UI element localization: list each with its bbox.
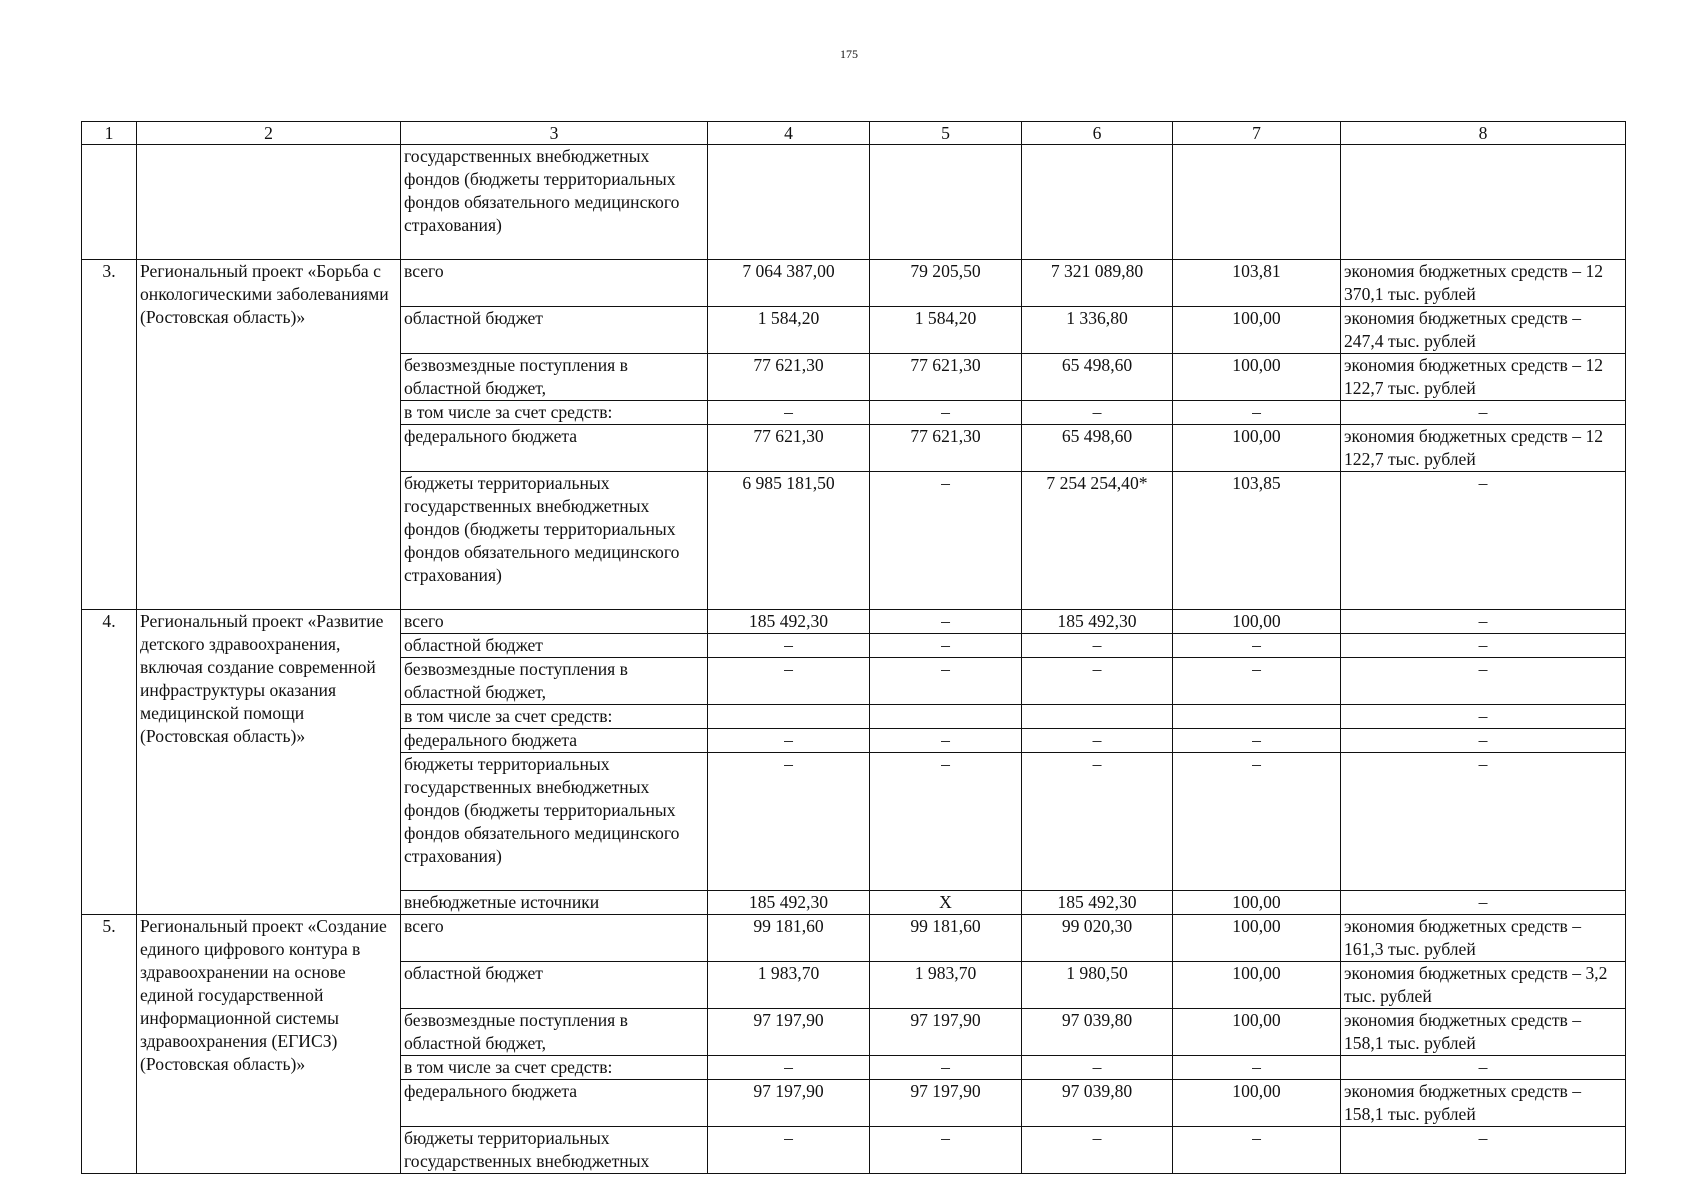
note-cell: экономия бюджетных средств – 3,2 тыс. рублей [1341,962,1626,1009]
actual-amount-cell [1022,145,1173,260]
note-cell: – [1341,729,1626,753]
planned-amount-cell: – [708,634,870,658]
column-number-header: 4 [708,122,870,145]
page-number: 175 [840,47,858,61]
note-cell: экономия бюджетных средств – 247,4 тыс. рублей [1341,307,1626,354]
funding-source-cell: бюджеты территориальных государственных внебюджетных фондов (бюджеты территориальных фондов обязательного медицинского страхования) [401,472,708,610]
funding-source-cell: внебюджетные источники [401,891,708,915]
planned-amount-cell [708,705,870,729]
execution-percent-cell: 100,00 [1173,915,1341,962]
column-number-header: 1 [82,122,137,145]
project-name-cell [137,145,401,260]
federal-planned-cell: – [870,1127,1022,1174]
federal-planned-cell: 1 983,70 [870,962,1022,1009]
planned-amount-cell: 97 197,90 [708,1080,870,1127]
note-cell: экономия бюджетных средств – 12 370,1 тыс. рублей [1341,260,1626,307]
actual-amount-cell: – [1022,729,1173,753]
note-cell: – [1341,1056,1626,1080]
planned-amount-cell: – [708,401,870,425]
note-cell: – [1341,753,1626,891]
execution-percent-cell: 103,81 [1173,260,1341,307]
execution-percent-cell: 100,00 [1173,425,1341,472]
planned-amount-cell: 77 621,30 [708,354,870,401]
actual-amount-cell: – [1022,753,1173,891]
note-cell: – [1341,658,1626,705]
funding-source-cell: федерального бюджета [401,1080,708,1127]
actual-amount-cell: 99 020,30 [1022,915,1173,962]
planned-amount-cell: – [708,658,870,705]
federal-planned-cell: 99 181,60 [870,915,1022,962]
funding-source-cell: безвозмездные поступления в областной бюджет, [401,354,708,401]
funding-source-cell: всего [401,610,708,634]
federal-planned-cell: – [870,401,1022,425]
execution-percent-cell: 100,00 [1173,1009,1341,1056]
federal-planned-cell: – [870,634,1022,658]
funding-source-cell: государственных внебюджетных фондов (бюджеты территориальных фондов обязательного медицинского страхования) [401,145,708,260]
planned-amount-cell: 185 492,30 [708,610,870,634]
federal-planned-cell [870,705,1022,729]
federal-planned-cell: – [870,658,1022,705]
funding-source-cell: всего [401,260,708,307]
funding-source-cell: в том числе за счет средств: [401,401,708,425]
note-cell: – [1341,634,1626,658]
execution-percent-cell: – [1173,753,1341,891]
column-number-header: 3 [401,122,708,145]
execution-percent-cell: – [1173,1127,1341,1174]
execution-percent-cell: 100,00 [1173,891,1341,915]
actual-amount-cell: – [1022,1127,1173,1174]
actual-amount-cell: – [1022,658,1173,705]
column-number-header: 2 [137,122,401,145]
federal-planned-cell: 97 197,90 [870,1009,1022,1056]
project-name-cell: Региональный проект «Борьба с онкологическими заболеваниями (Ростовская область)» [137,260,401,610]
federal-planned-cell: X [870,891,1022,915]
funding-source-cell: всего [401,915,708,962]
budget-execution-table [81,121,1626,1174]
note-cell: – [1341,472,1626,610]
planned-amount-cell: 185 492,30 [708,891,870,915]
note-cell [1341,145,1626,260]
execution-percent-cell: 100,00 [1173,307,1341,354]
execution-percent-cell: 100,00 [1173,610,1341,634]
table-body [82,122,1626,1174]
execution-percent-cell: – [1173,401,1341,425]
project-name-cell: Региональный проект «Развитие детского здравоохранения, включая создание современной инфраструктуры оказания медицинской помощи (Ростовская область)» [137,610,401,915]
funding-source-cell: бюджеты территориальных государственных внебюджетных фондов (бюджеты территориальных фондов обязательного медицинского страхования) [401,753,708,891]
planned-amount-cell: 6 985 181,50 [708,472,870,610]
federal-planned-cell: – [870,729,1022,753]
planned-amount-cell: 7 064 387,00 [708,260,870,307]
actual-amount-cell: 7 321 089,80 [1022,260,1173,307]
planned-amount-cell: 97 197,90 [708,1009,870,1056]
execution-percent-cell: – [1173,658,1341,705]
actual-amount-cell: – [1022,401,1173,425]
table-row [82,145,1626,260]
planned-amount-cell [708,145,870,260]
planned-amount-cell: – [708,729,870,753]
execution-percent-cell [1173,145,1341,260]
funding-source-cell: в том числе за счет средств: [401,1056,708,1080]
note-cell: – [1341,705,1626,729]
execution-percent-cell: 100,00 [1173,1080,1341,1127]
execution-percent-cell: 100,00 [1173,354,1341,401]
federal-planned-cell: 79 205,50 [870,260,1022,307]
funding-source-cell: безвозмездные поступления в областной бюджет, [401,1009,708,1056]
note-cell: экономия бюджетных средств – 12 122,7 тыс. рублей [1341,425,1626,472]
project-number-cell: 5. [82,915,137,1174]
funding-source-cell: бюджеты территориальных государственных внебюджетных [401,1127,708,1174]
note-cell: – [1341,610,1626,634]
execution-percent-cell: 103,85 [1173,472,1341,610]
execution-percent-cell: – [1173,729,1341,753]
federal-planned-cell: – [870,472,1022,610]
column-number-header: 5 [870,122,1022,145]
actual-amount-cell [1022,705,1173,729]
federal-planned-cell: – [870,753,1022,891]
actual-amount-cell: 97 039,80 [1022,1080,1173,1127]
actual-amount-cell: 185 492,30 [1022,610,1173,634]
funding-source-cell: федерального бюджета [401,729,708,753]
note-cell: экономия бюджетных средств – 158,1 тыс. рублей [1341,1009,1626,1056]
federal-planned-cell: – [870,610,1022,634]
execution-percent-cell [1173,705,1341,729]
execution-percent-cell: – [1173,1056,1341,1080]
table-row [82,260,1626,307]
table-row [82,915,1626,962]
project-number-cell: 4. [82,610,137,915]
funding-source-cell: федерального бюджета [401,425,708,472]
note-cell: – [1341,1127,1626,1174]
funding-source-cell: областной бюджет [401,962,708,1009]
planned-amount-cell: 99 181,60 [708,915,870,962]
column-number-header: 7 [1173,122,1341,145]
planned-amount-cell: – [708,1127,870,1174]
funding-source-cell: областной бюджет [401,307,708,354]
column-number-header: 8 [1341,122,1626,145]
federal-planned-cell: – [870,1056,1022,1080]
federal-planned-cell: 1 584,20 [870,307,1022,354]
execution-percent-cell: 100,00 [1173,962,1341,1009]
column-number-header: 6 [1022,122,1173,145]
actual-amount-cell: 1 980,50 [1022,962,1173,1009]
note-cell: экономия бюджетных средств – 158,1 тыс. рублей [1341,1080,1626,1127]
note-cell: – [1341,401,1626,425]
federal-planned-cell: 97 197,90 [870,1080,1022,1127]
actual-amount-cell: – [1022,1056,1173,1080]
actual-amount-cell: 1 336,80 [1022,307,1173,354]
actual-amount-cell: 65 498,60 [1022,354,1173,401]
planned-amount-cell: – [708,1056,870,1080]
actual-amount-cell: 7 254 254,40* [1022,472,1173,610]
note-cell: экономия бюджетных средств – 161,3 тыс. рублей [1341,915,1626,962]
planned-amount-cell: 77 621,30 [708,425,870,472]
planned-amount-cell: – [708,753,870,891]
project-number-cell [82,145,137,260]
planned-amount-cell: 1 983,70 [708,962,870,1009]
project-name-cell: Региональный проект «Создание единого цифрового контура в здравоохранении на основе единой государственной информационной системы здравоохранения (ЕГИСЗ) (Ростовская область)» [137,915,401,1174]
funding-source-cell: в том числе за счет средств: [401,705,708,729]
note-cell: – [1341,891,1626,915]
note-cell: экономия бюджетных средств – 12 122,7 тыс. рублей [1341,354,1626,401]
project-number-cell: 3. [82,260,137,610]
column-number-row [82,122,1626,145]
actual-amount-cell: 65 498,60 [1022,425,1173,472]
actual-amount-cell: 97 039,80 [1022,1009,1173,1056]
table-row [82,610,1626,634]
funding-source-cell: областной бюджет [401,634,708,658]
federal-planned-cell: 77 621,30 [870,354,1022,401]
federal-planned-cell: 77 621,30 [870,425,1022,472]
actual-amount-cell: – [1022,634,1173,658]
federal-planned-cell [870,145,1022,260]
planned-amount-cell: 1 584,20 [708,307,870,354]
actual-amount-cell: 185 492,30 [1022,891,1173,915]
funding-source-cell: безвозмездные поступления в областной бюджет, [401,658,708,705]
execution-percent-cell: – [1173,634,1341,658]
